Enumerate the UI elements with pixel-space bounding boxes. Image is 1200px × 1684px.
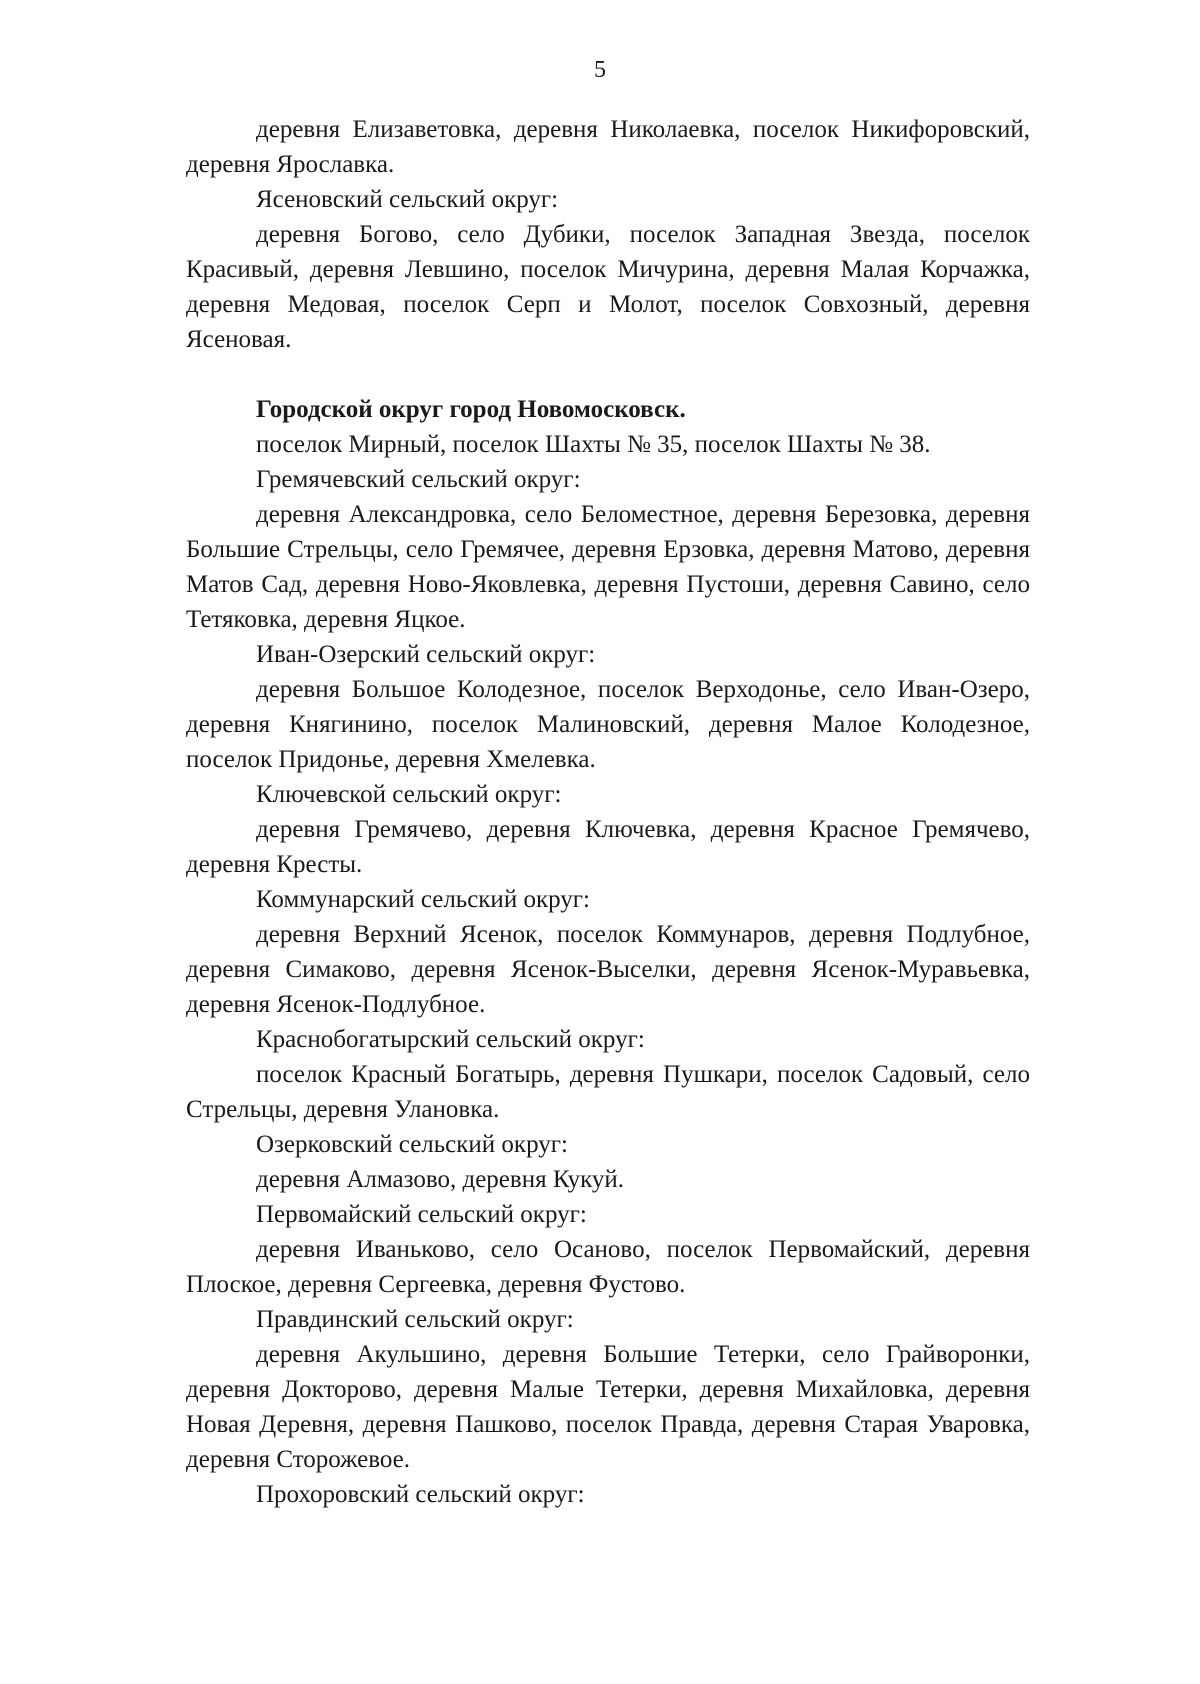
district-heading: Ясеновский сельский округ: — [256, 186, 559, 213]
paragraph: деревня Александровка, село Беломестное, деревня Березовка, деревня Большие Стрельцы, село Гремячее, деревня Ерзовка, деревня Матово, деревня Матов Сад, деревня Ново-Яковлевка, деревня Пустоши, деревня Савино, село Тетяковка, деревня Яцкое. — [186, 501, 1030, 633]
paragraph: поселок Красный Богатырь, деревня Пушкари, поселок Садовый, село Стрельцы, деревня Улановка. — [186, 1061, 1030, 1123]
paragraph: деревня Гремячево, деревня Ключевка, деревня Красное Гремячево, деревня Кресты. — [186, 816, 1030, 878]
district-heading: Иван-Озерский сельский округ: — [256, 641, 596, 668]
paragraph: деревня Алмазово, деревня Кукуй. — [256, 1166, 625, 1193]
page-number: 5 — [594, 57, 606, 83]
paragraph: деревня Большое Колодезное, поселок Верходонье, село Иван-Озеро, деревня Княгинино, поселок Малиновский, деревня Малое Колодезное, поселок Придонье, деревня Хмелевка. — [186, 676, 1030, 773]
document-body — [186, 112, 1030, 1512]
district-heading: Прохоровский сельский округ: — [256, 1481, 585, 1508]
district-heading: Краснобогатырский сельский округ: — [256, 1026, 645, 1053]
paragraph: деревня Акульшино, деревня Большие Тетерки, село Грайворонки, деревня Докторово, деревня Малые Тетерки, деревня Михайловка, деревня Новая Деревня, деревня Пашково, поселок Правда, деревня Старая Уваровка, деревня Сторожевое. — [186, 1341, 1030, 1473]
paragraph: деревня Елизаветовка, деревня Николаевка, поселок Никифоровский, деревня Ярославка. — [186, 116, 1030, 178]
paragraph: поселок Мирный, поселок Шахты № 35, поселок Шахты № 38. — [256, 431, 931, 458]
district-heading: Озерковский сельский округ: — [256, 1131, 568, 1158]
district-heading: Гремячевский сельский округ: — [256, 466, 581, 493]
paragraph: деревня Богово, село Дубики, поселок Западная Звезда, поселок Красивый, деревня Левшино, поселок Мичурина, деревня Малая Корчажка, деревня Медовая, поселок Серп и Молот, поселок Совхозный, деревня Ясеновая. — [186, 221, 1030, 353]
district-heading: Коммунарский сельский округ: — [256, 886, 590, 913]
district-heading: Правдинский сельский округ: — [256, 1306, 574, 1333]
section-title: Городской округ город Новомосковск. — [256, 396, 686, 423]
paragraph: деревня Верхний Ясенок, поселок Коммунаров, деревня Подлубное, деревня Симаково, деревня Ясенок-Выселки, деревня Ясенок-Муравьевка, деревня Ясенок-Подлубное. — [186, 921, 1030, 1018]
paragraph: деревня Иваньково, село Осаново, поселок Первомайский, деревня Плоское, деревня Сергеевка, деревня Фустово. — [186, 1236, 1030, 1298]
district-heading: Ключевской сельский округ: — [256, 781, 562, 808]
district-heading: Первомайский сельский округ: — [256, 1201, 587, 1228]
